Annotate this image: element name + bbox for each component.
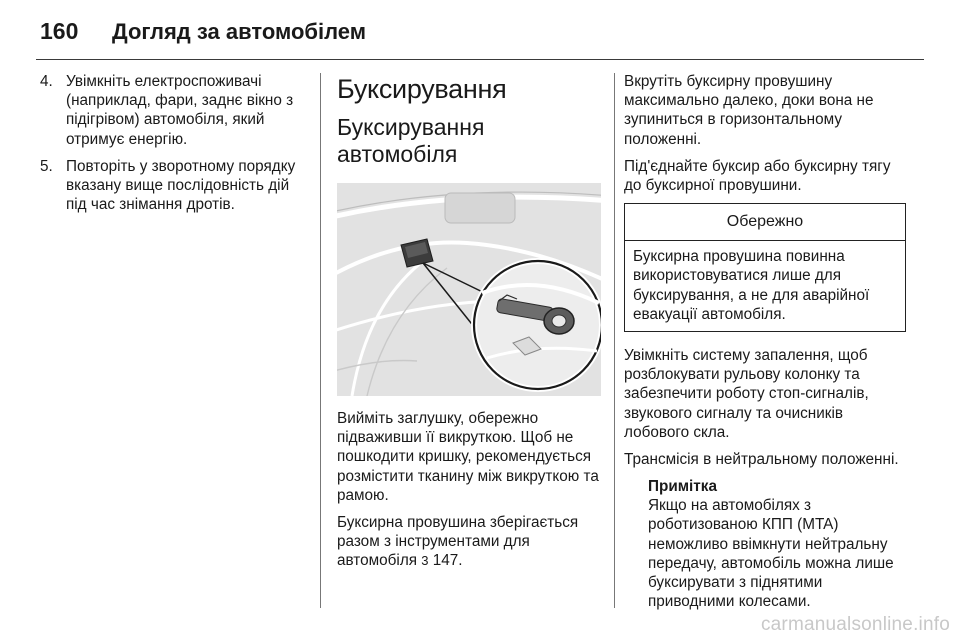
page-number: 160 xyxy=(40,18,79,44)
storage-text: Буксирна провушина зберігається разом з інструментами для автомобіля xyxy=(337,514,579,570)
page-reference-icon: 3 xyxy=(421,553,429,569)
towing-eye-drawing xyxy=(337,183,601,396)
instruction-paragraph: Вийміть заглушку, обережно підваживши її викруткою. Щоб не пошкодити кришку, рекомендується розмістити тканину між викруткою та рамою. xyxy=(337,410,599,504)
note-title: Примітка xyxy=(648,478,717,496)
header-divider xyxy=(36,59,924,60)
step-text: Увімкніть електроспоживачі (наприклад, фари, заднє вікно з підігрівом) автомобіля, який отримує енергію. xyxy=(66,73,294,148)
watermark: carmanualsonline.info xyxy=(760,614,950,635)
towing-eye-illustration xyxy=(337,183,601,396)
section-title: Догляд за автомобілем xyxy=(112,19,367,44)
step-text: Повторіть у зворотному порядку вказану вище послідовність дій під час знімання дротів. xyxy=(66,157,296,214)
page-header xyxy=(40,18,366,48)
caution-box xyxy=(624,203,906,332)
list-item xyxy=(40,72,308,149)
caution-title: Обережно xyxy=(625,204,905,241)
step-number: 4. xyxy=(40,73,53,90)
chapter-heading: Буксирування xyxy=(337,74,507,104)
note-block xyxy=(648,477,906,611)
caution-text: Буксирна провушина повинна використовуватися лише для буксирування, а не для аварійної евакуації автомобіля. xyxy=(633,248,870,323)
column-divider xyxy=(614,73,615,608)
column-middle xyxy=(337,72,605,579)
step-number: 5. xyxy=(40,157,53,175)
storage-paragraph xyxy=(337,513,605,571)
steps-list xyxy=(40,72,308,214)
list-item xyxy=(40,157,308,215)
ignition-paragraph: Увімкніть систему запалення, щоб розблокувати рульову колонку та забезпечити роботу стоп-сигналів, звукового сигналу та очисників лобового скла. xyxy=(624,347,869,441)
subsection-heading: Буксирування автомобіля xyxy=(337,114,485,167)
note-text: Якщо на автомобілях з роботизованою КПП (MTA) неможливо ввімкнути нейтральну передачу, автомобіль можна лише буксирувати з піднятими приводними колесами. xyxy=(648,497,894,611)
column-divider xyxy=(320,73,321,608)
attach-paragraph: Під'єднайте буксир або буксирну тягу до буксирної провушини. xyxy=(624,157,891,195)
page-reference: 147. xyxy=(432,552,463,570)
screw-in-paragraph: Вкрутіть буксирну провушину максимально далеко, доки вона не зупиниться в горизонтальному положенні. xyxy=(624,73,874,148)
column-right xyxy=(624,72,906,611)
column-left xyxy=(40,72,308,222)
neutral-paragraph: Трансмісія в нейтральному положенні. xyxy=(624,451,899,469)
